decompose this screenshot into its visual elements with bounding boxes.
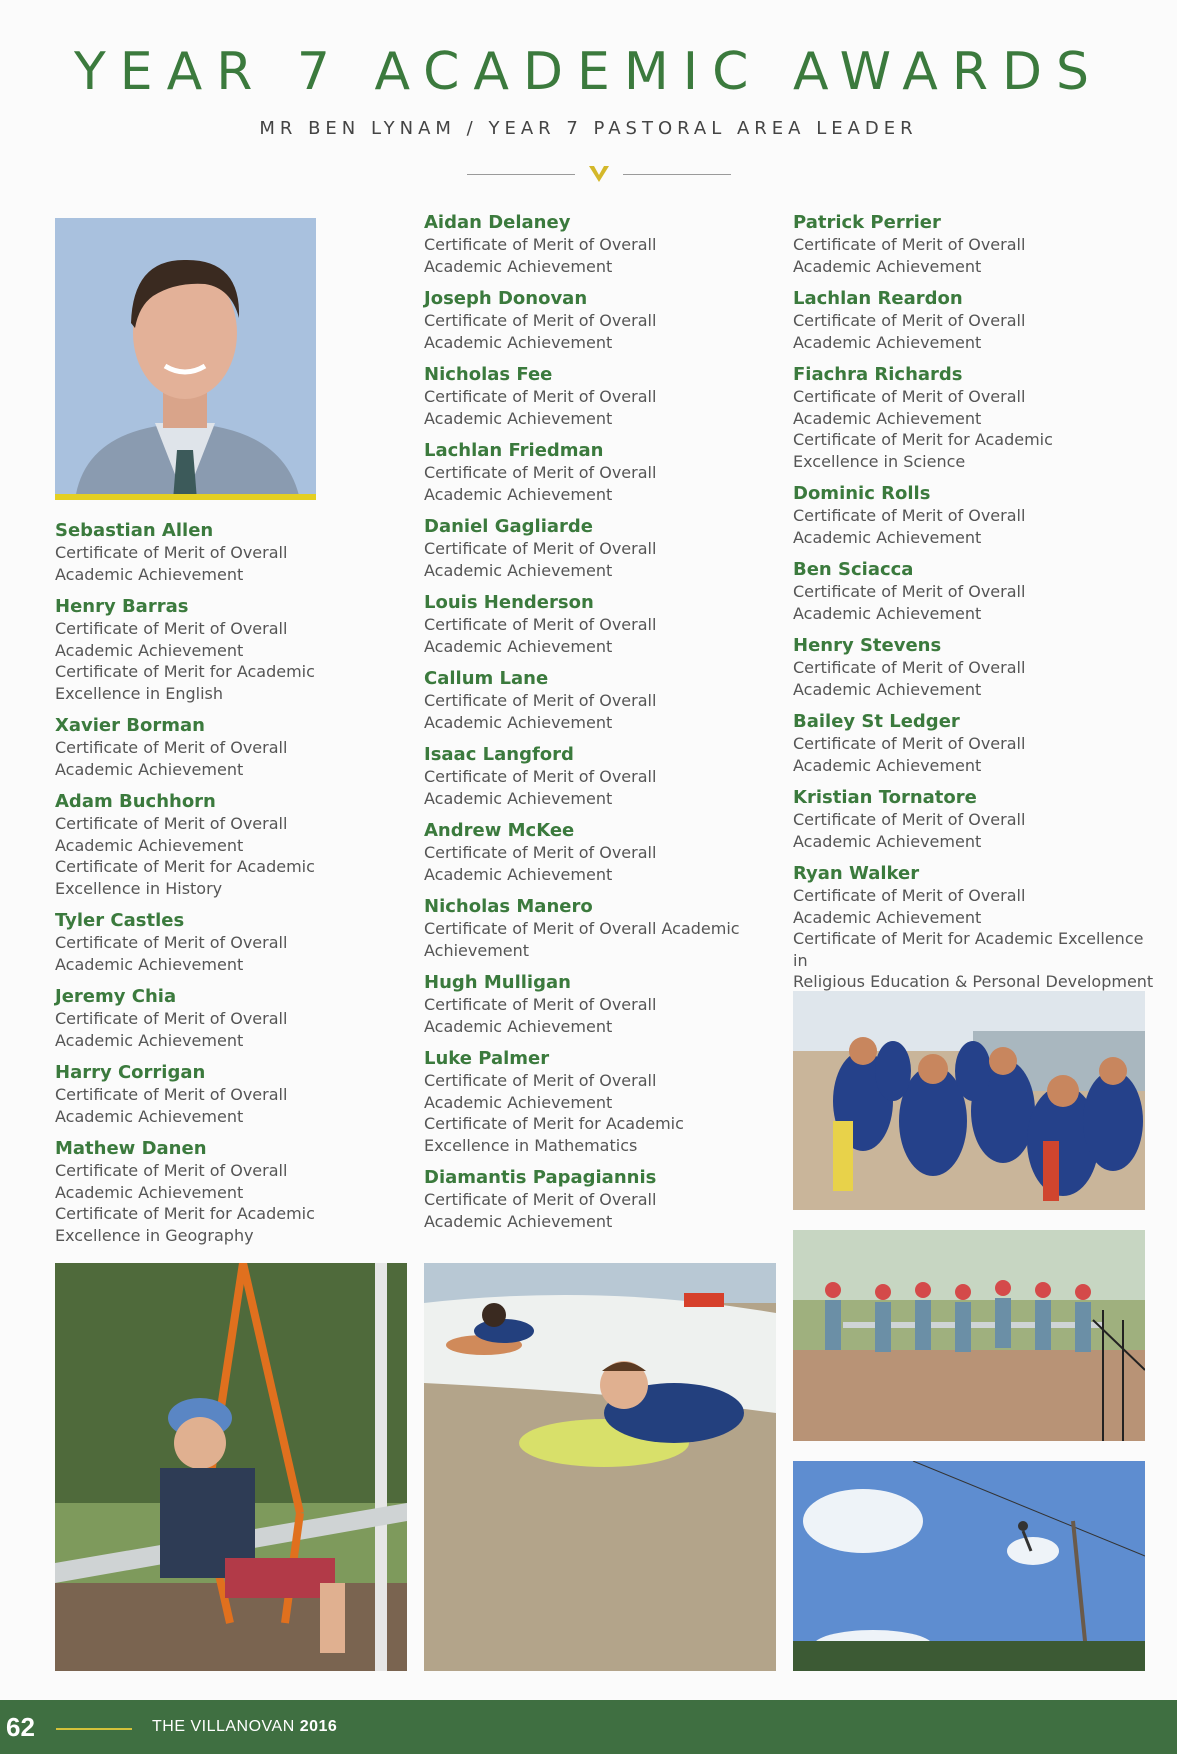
flying-fox-sky-photo bbox=[793, 1461, 1145, 1671]
publication-name bbox=[152, 1718, 337, 1736]
award-line: Excellence in Geography bbox=[55, 1225, 254, 1245]
student-name: Henry Stevens bbox=[793, 635, 942, 656]
award-line: Academic Achievement bbox=[793, 755, 982, 775]
award-entry bbox=[55, 1062, 425, 1127]
student-name: Lachlan Friedman bbox=[424, 440, 604, 461]
title-divider bbox=[467, 164, 731, 184]
award-entry bbox=[424, 212, 794, 277]
award-line: Academic Achievement bbox=[793, 332, 982, 352]
award-entry bbox=[55, 986, 425, 1051]
award-line: Certificate of Merit of Overall bbox=[55, 1085, 288, 1104]
page-subtitle: MR BEN LYNAM / YEAR 7 PASTORAL AREA LEADER bbox=[259, 118, 918, 139]
award-line: Academic Achievement bbox=[55, 1030, 244, 1050]
award-line: Excellence in Mathematics bbox=[424, 1135, 638, 1155]
award-line: Academic Achievement bbox=[424, 1092, 613, 1112]
award-entry bbox=[793, 364, 1163, 472]
page-footer bbox=[0, 1700, 1177, 1754]
award-line: Certificate of Merit of Overall bbox=[424, 463, 657, 482]
award-line: Certificate of Merit of Overall bbox=[424, 387, 657, 406]
award-entry bbox=[55, 1138, 425, 1246]
footer-rule bbox=[56, 1728, 132, 1730]
student-name: Daniel Gagliarde bbox=[424, 516, 593, 537]
flying-fox-harness-photo bbox=[55, 1263, 407, 1671]
award-line: Certificate of Merit of Overall bbox=[793, 582, 1026, 601]
award-line: Certificate of Merit for Academic Excellence in bbox=[793, 929, 1144, 970]
award-line: Academic Achievement bbox=[424, 788, 613, 808]
award-entry bbox=[424, 516, 794, 581]
award-line: Certificate of Merit of Overall bbox=[55, 933, 288, 952]
student-name: Nicholas Fee bbox=[424, 364, 553, 385]
student-name: Patrick Perrier bbox=[793, 212, 941, 233]
award-entry bbox=[424, 668, 794, 733]
award-line: Certificate of Merit of Overall bbox=[424, 311, 657, 330]
student-name: Luke Palmer bbox=[424, 1048, 550, 1069]
award-line: Certificate of Merit of Overall bbox=[55, 814, 288, 833]
award-line: Certificate of Merit of Overall bbox=[424, 1190, 657, 1209]
award-line: Academic Achievement bbox=[55, 640, 244, 660]
award-line: Academic Achievement bbox=[55, 564, 244, 584]
beach-group-photo bbox=[793, 991, 1145, 1210]
award-line: Excellence in History bbox=[55, 878, 223, 898]
award-line: Academic Achievement bbox=[793, 831, 982, 851]
student-name: Henry Barras bbox=[55, 596, 189, 617]
award-line: Academic Achievement bbox=[55, 759, 244, 779]
student-name: Lachlan Reardon bbox=[793, 288, 963, 309]
award-line: Academic Achievement bbox=[55, 1106, 244, 1126]
student-name: Callum Lane bbox=[424, 668, 549, 689]
award-line: Certificate of Merit of Overall bbox=[424, 995, 657, 1014]
award-line: Certificate of Merit of Overall bbox=[793, 235, 1026, 254]
bodyboarding-photo bbox=[424, 1263, 776, 1671]
award-line: Academic Achievement bbox=[55, 835, 244, 855]
award-entry bbox=[793, 787, 1163, 852]
award-entry bbox=[55, 791, 425, 899]
award-line: Academic Achievement bbox=[424, 712, 613, 732]
award-line: Certificate of Merit of Overall bbox=[55, 543, 288, 562]
award-entry bbox=[424, 744, 794, 809]
award-entry bbox=[424, 288, 794, 353]
award-line: Excellence in Science bbox=[793, 451, 966, 471]
student-name: Fiachra Richards bbox=[793, 364, 963, 385]
awards-column-3 bbox=[793, 212, 1163, 1004]
award-line: Achievement bbox=[424, 940, 530, 960]
award-line: Certificate of Merit of Overall bbox=[793, 387, 1026, 406]
award-entry bbox=[424, 820, 794, 885]
award-line: Academic Achievement bbox=[424, 636, 613, 656]
award-line: Certificate of Merit of Overall bbox=[424, 615, 657, 634]
award-entry bbox=[55, 520, 425, 585]
award-entry bbox=[793, 212, 1163, 277]
award-line: Academic Achievement bbox=[424, 332, 613, 352]
team-challenge-photo bbox=[793, 1230, 1145, 1441]
award-line: Certificate of Merit for Academic bbox=[55, 1204, 315, 1223]
award-line: Academic Achievement bbox=[793, 603, 982, 623]
award-line: Academic Achievement bbox=[793, 907, 982, 927]
award-line: Religious Education & Personal Development bbox=[793, 972, 1154, 991]
award-line: Certificate of Merit for Academic bbox=[424, 1114, 684, 1133]
student-name: Dominic Rolls bbox=[793, 483, 931, 504]
award-entry bbox=[424, 1167, 794, 1232]
award-line: Certificate of Merit of Overall bbox=[424, 767, 657, 786]
award-entry bbox=[424, 1048, 794, 1156]
award-line: Certificate of Merit of Overall bbox=[55, 619, 288, 638]
award-line: Certificate of Merit of Overall bbox=[55, 1009, 288, 1028]
award-line: Certificate of Merit of Overall bbox=[793, 506, 1026, 525]
award-line: Academic Achievement bbox=[793, 408, 982, 428]
award-entry bbox=[793, 483, 1163, 548]
publication-title: THE VILLANOVAN bbox=[152, 1718, 295, 1735]
student-name: Isaac Langford bbox=[424, 744, 574, 765]
student-name: Louis Henderson bbox=[424, 592, 594, 613]
award-line: Academic Achievement bbox=[55, 1182, 244, 1202]
portrait-photo bbox=[55, 218, 316, 500]
student-name: Hugh Mulligan bbox=[424, 972, 571, 993]
award-entry bbox=[424, 364, 794, 429]
award-line: Certificate of Merit of Overall bbox=[424, 235, 657, 254]
student-name: Nicholas Manero bbox=[424, 896, 593, 917]
student-name: Diamantis Papagiannis bbox=[424, 1167, 657, 1188]
student-name: Adam Buchhorn bbox=[55, 791, 216, 812]
award-entry bbox=[793, 711, 1163, 776]
student-name: Mathew Danen bbox=[55, 1138, 207, 1159]
award-line: Certificate of Merit of Overall bbox=[793, 734, 1026, 753]
award-entry bbox=[424, 592, 794, 657]
award-line: Academic Achievement bbox=[55, 954, 244, 974]
student-name: Harry Corrigan bbox=[55, 1062, 206, 1083]
award-line: Excellence in English bbox=[55, 683, 223, 703]
award-line: Certificate of Merit of Overall bbox=[55, 738, 288, 757]
award-line: Academic Achievement bbox=[424, 1016, 613, 1036]
award-line: Certificate of Merit of Overall bbox=[793, 311, 1026, 330]
award-line: Academic Achievement bbox=[424, 256, 613, 276]
award-entry bbox=[424, 972, 794, 1037]
award-line: Academic Achievement bbox=[793, 679, 982, 699]
student-name: Ryan Walker bbox=[793, 863, 920, 884]
award-line: Certificate of Merit of Overall bbox=[793, 658, 1026, 677]
award-line: Academic Achievement bbox=[424, 864, 613, 884]
student-name: Joseph Donovan bbox=[424, 288, 588, 309]
awards-column-2 bbox=[424, 212, 794, 1243]
student-name: Aidan Delaney bbox=[424, 212, 571, 233]
student-name: Jeremy Chia bbox=[55, 986, 177, 1007]
student-name: Xavier Borman bbox=[55, 715, 205, 736]
award-entry bbox=[424, 896, 794, 961]
award-entry bbox=[55, 715, 425, 780]
student-name: Tyler Castles bbox=[55, 910, 185, 931]
award-line: Academic Achievement bbox=[424, 1211, 613, 1231]
award-line: Academic Achievement bbox=[424, 484, 613, 504]
award-line: Certificate of Merit of Overall bbox=[793, 886, 1026, 905]
award-line: Certificate of Merit of Overall Academic bbox=[424, 919, 740, 938]
award-entry bbox=[424, 440, 794, 505]
award-line: Academic Achievement bbox=[793, 256, 982, 276]
award-line: Certificate of Merit for Academic bbox=[55, 662, 315, 681]
award-line: Academic Achievement bbox=[793, 527, 982, 547]
award-entry bbox=[793, 635, 1163, 700]
page-title: YEAR 7 ACADEMIC AWARDS bbox=[74, 42, 1103, 102]
award-line: Certificate of Merit of Overall bbox=[424, 843, 657, 862]
page-number: 62 bbox=[6, 1712, 35, 1742]
award-line: Certificate of Merit of Overall bbox=[424, 691, 657, 710]
award-line: Certificate of Merit of Overall bbox=[55, 1161, 288, 1180]
award-line: Certificate of Merit of Overall bbox=[424, 1071, 657, 1090]
student-name: Andrew McKee bbox=[424, 820, 575, 841]
student-name: Ben Sciacca bbox=[793, 559, 914, 580]
award-entry bbox=[55, 910, 425, 975]
student-name: Bailey St Ledger bbox=[793, 711, 960, 732]
award-entry bbox=[793, 288, 1163, 353]
award-entry bbox=[793, 863, 1163, 993]
award-line: Certificate of Merit of Overall bbox=[424, 539, 657, 558]
award-entry bbox=[55, 596, 425, 704]
school-emblem-icon bbox=[587, 164, 611, 184]
award-line: Certificate of Merit of Overall bbox=[793, 810, 1026, 829]
student-name: Kristian Tornatore bbox=[793, 787, 977, 808]
award-line: Academic Achievement bbox=[424, 560, 613, 580]
student-name: Sebastian Allen bbox=[55, 520, 214, 541]
award-line: Certificate of Merit for Academic bbox=[55, 857, 315, 876]
awards-column-1 bbox=[55, 520, 425, 1257]
award-entry bbox=[793, 559, 1163, 624]
award-line: Academic Achievement bbox=[424, 408, 613, 428]
award-line: Certificate of Merit for Academic bbox=[793, 430, 1053, 449]
publication-year: 2016 bbox=[299, 1718, 338, 1735]
